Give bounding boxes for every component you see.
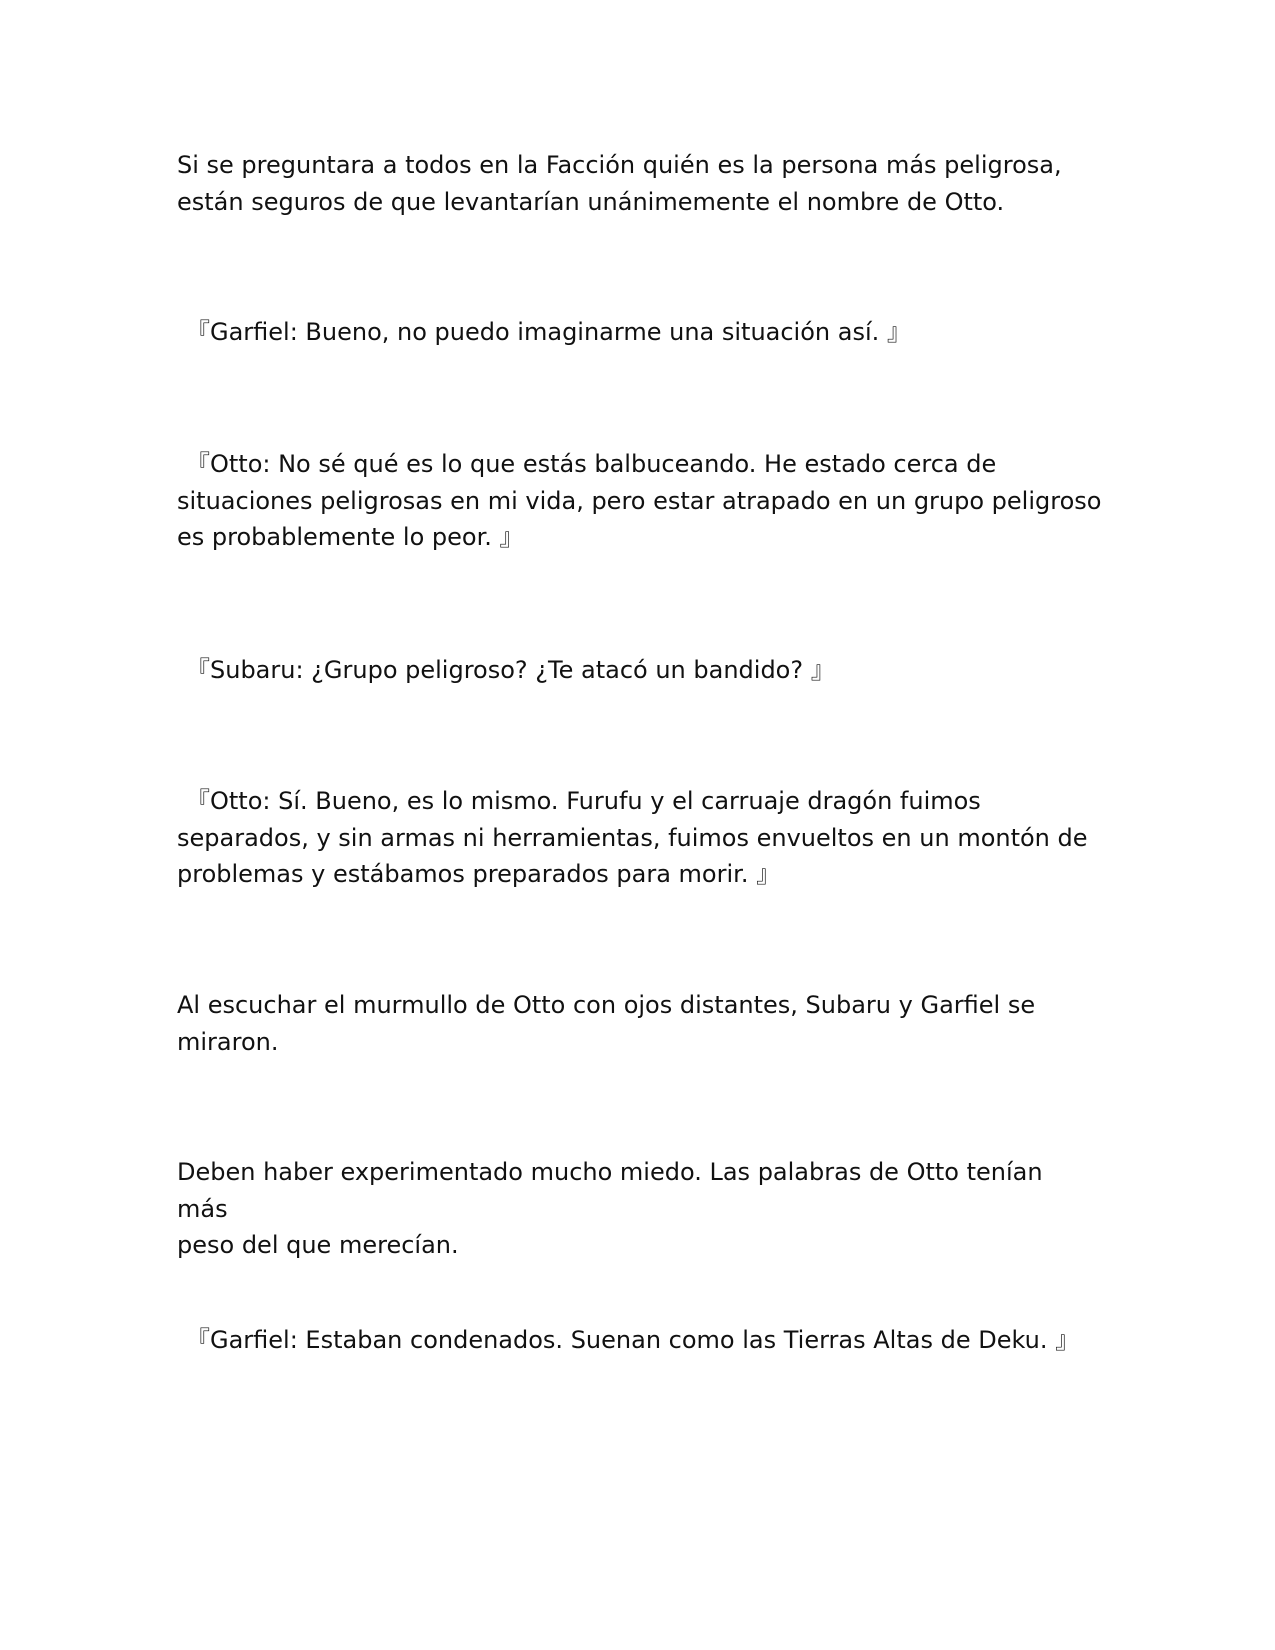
text-line: peso del que merecían. <box>177 1231 459 1259</box>
narration-paragraph <box>177 1154 1097 1264</box>
dialogue-paragraph <box>186 314 1106 351</box>
dialogue-paragraph <box>177 783 1106 893</box>
narration-paragraph <box>177 147 1097 220</box>
text-line: miraron. <box>177 1027 279 1056</box>
narration-paragraph <box>177 987 1097 1060</box>
text-line: Al escuchar el murmullo de Otto con ojos distantes, Subaru y Garfiel se <box>177 991 1036 1019</box>
text-line: Si se preguntara a todos en la Facción quién es la persona más peligrosa, <box>177 151 1062 179</box>
text-line: Deben haber experimentado mucho miedo. Las palabras de Otto tenían más <box>177 1158 1043 1223</box>
text-line: 『Garfiel: Bueno, no puedo imaginarme una situación así. 』 <box>186 318 911 346</box>
dialogue-paragraph <box>186 652 1106 689</box>
text-line: 『Otto: No sé qué es lo que estás balbuceando. He estado cerca de <box>186 450 997 478</box>
text-line: es probablemente lo peor. 』 <box>177 523 524 551</box>
text-line: están seguros de que levantarían unánimemente el nombre de Otto. <box>177 187 1005 216</box>
text-line: problemas y estábamos preparados para morir. 』 <box>177 860 781 888</box>
text-line: 『Otto: Sí. Bueno, es lo mismo. Furufu y el carruaje dragón fuimos <box>186 787 981 815</box>
text-line: separados, y sin armas ni herramientas, fuimos envueltos en un montón de <box>177 823 1088 852</box>
dialogue-paragraph <box>186 1322 1106 1359</box>
text-line: situaciones peligrosas en mi vida, pero estar atrapado en un grupo peligroso <box>177 486 1102 515</box>
text-line: 『Subaru: ¿Grupo peligroso? ¿Te atacó un bandido? 』 <box>186 656 835 684</box>
text-line: 『Garfiel: Estaban condenados. Suenan como las Tierras Altas de Deku. 』 <box>186 1326 1080 1354</box>
dialogue-paragraph <box>177 446 1106 556</box>
